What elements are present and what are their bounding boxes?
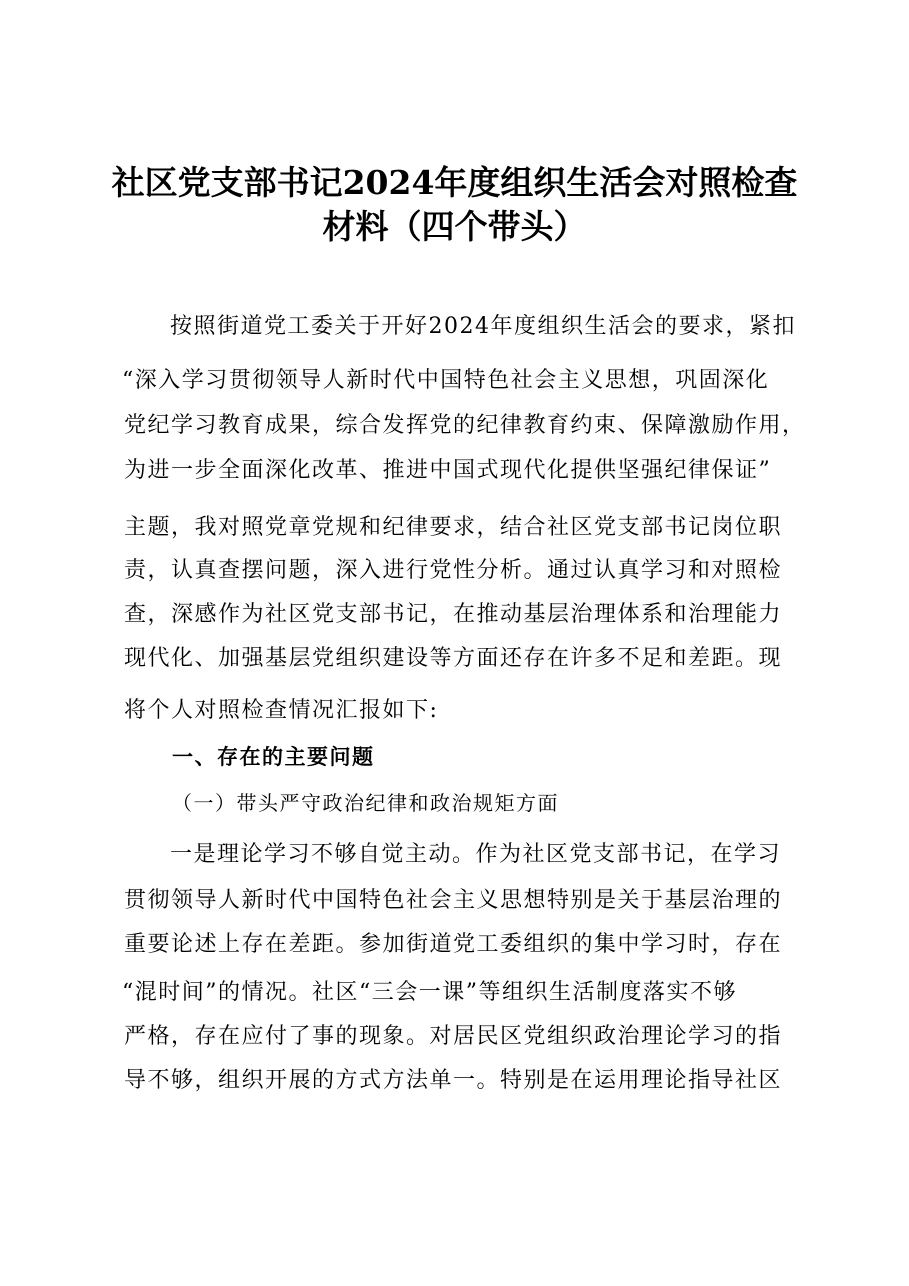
paragraph-line: 查，深感作为社区党支部书记，在推动基层治理体系和治理能力 (124, 602, 783, 627)
document-title-line-2: 材料（四个带头） (322, 207, 587, 246)
paragraph-line: 严格，存在应付了事的现象。对居民区党组织政治理论学习的指 (124, 1024, 783, 1049)
paragraph-line: 贯彻领导人新时代中国特色社会主义思想特别是关于基层治理的 (124, 888, 783, 913)
document-title-line-1: 社区党支部书记2024年度组织生活会对照检查 (111, 163, 798, 202)
paragraph-line: 为进一步全面深化改革、推进中国式现代化提供坚强纪律保证” (124, 458, 772, 483)
paragraph-line: 现代化、加强基层党组织建设等方面还存在许多不足和差距。现 (124, 646, 783, 671)
paragraph-line: 党纪学习教育成果，综合发挥党的纪律教育约束、保障激励作用， (124, 413, 806, 438)
paragraph-line: 导不够，组织开展的方式方法单一。特别是在运用理论指导社区 (124, 1068, 783, 1093)
paragraph-line: 将个人对照检查情况汇报如下: (124, 698, 439, 723)
paragraph-line: 按照街道党工委关于开好2024年度组织生活会的要求，紧扣 (170, 314, 796, 339)
paragraph-line: 主题，我对照党章党规和纪律要求，结合社区党支部书记岗位职 (124, 515, 783, 540)
paragraph-line: 一是理论学习不够自觉主动。作为社区党支部书记，在学习 (170, 842, 782, 867)
subsection-heading: （一）带头严守政治纪律和政治规矩方面 (172, 791, 559, 815)
paragraph-line: “深入学习贯彻领导人新时代中国特色社会主义思想，巩固深化 (122, 368, 770, 393)
section-heading: 一、存在的主要问题 (172, 745, 375, 769)
paragraph-line: “混时间”的情况。社区“三会一课”等组织生活制度落实不够 (122, 980, 737, 1005)
paragraph-line: 重要论述上存在差距。参加街道党工委组织的集中学习时，存在 (124, 932, 783, 957)
paragraph-line: 责，认真查摆问题，深入进行党性分析。通过认真学习和对照检 (124, 558, 783, 583)
